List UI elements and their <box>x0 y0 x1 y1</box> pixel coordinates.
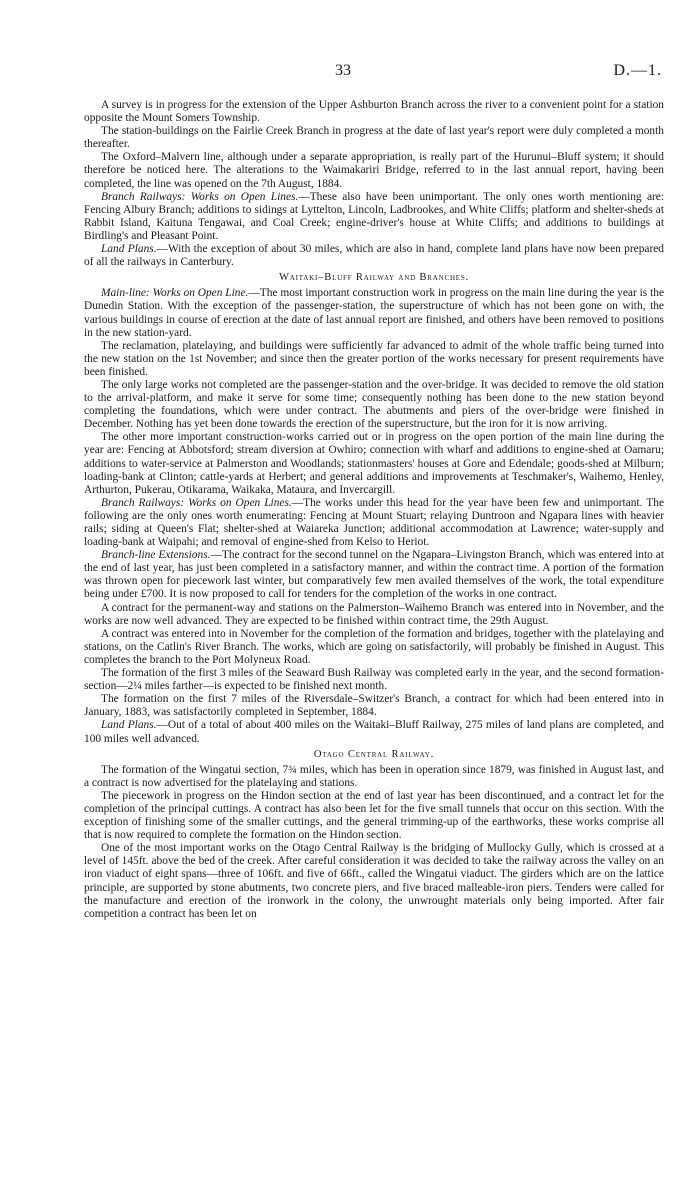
paragraph-lead: Branch-line Extensions. <box>101 549 211 562</box>
paragraph <box>84 125 664 151</box>
paragraph-text: —These also have been unimportant. The only ones worth mentioning are: Fencing Albury Branch; additions to sidings at Lyttelton, Lincoln, Ladbrookes, and White Cliffs; platform and shelter-sheds at Rabbit Island, Kaituna Tengawai, and Coal Creek; engine-driver's house at White Cliffs; and additions to buildings at Birdling's and Pleasant Point. <box>84 190 665 242</box>
paragraph-text: The station-buildings on the Fairlie Creek Branch in progress at the date of last year's report were duly completed a month thereafter. <box>84 125 664 151</box>
paragraph <box>84 764 664 790</box>
paragraph-text: —Out of a total of about 400 miles on the Waitaki–Bluff Railway, 275 miles of land plans are completed, and 100 miles well advanced. <box>84 719 664 745</box>
paragraph <box>84 287 664 339</box>
paragraph <box>84 628 664 667</box>
paragraph <box>84 719 664 745</box>
paragraph <box>84 243 664 269</box>
paragraph-text: A contract was entered into in November for the completion of the formation and bridges, together with the platelaying and stations, on the Catlin's River Branch. The works, which are going on satisfactorily, will probably be finished in August. This completes the branch to the Port Molyneux Road. <box>84 627 664 666</box>
paragraph <box>84 602 664 628</box>
paragraph <box>84 431 664 496</box>
paragraph-lead: Main-line: Works on Open Line. <box>101 287 249 300</box>
paragraph-text: The Oxford–Malvern line, although under a separate appropriation, is really part of the Hurunui–Bluff system; it should therefore be noticed here. The alterations to the Waimakariri Bridge, referred to in the last annual report, having been completed, the line was opened on the 7th August, 1884. <box>84 151 664 190</box>
paragraph <box>84 667 664 693</box>
section-canterbury <box>84 99 664 269</box>
paragraph-lead: Land Plans. <box>101 719 157 732</box>
section-heading: Otago Central Railway. <box>313 748 435 760</box>
section-heading: Waitaki–Bluff Railway and Branches. <box>278 272 470 284</box>
section-otago-central <box>84 748 664 921</box>
paragraph <box>84 693 664 719</box>
paragraph <box>84 549 664 601</box>
paragraph-text: The other more important construction-works carried out or in progress on the open portion of the main line during the year are: Fencing at Abbotsford; stream diversion at Owhiro; connection with wharf and additions to engine-shed at Oamaru; additions to water-service at Palmerston and Woodlands; stationmasters' houses at Gore and Edendale; goods-shed at Milburn; loading-bank at Clinton; cattle-yards at Herbert; and general additions and improvements at Teschmaker's, Waihemo, Henley, Arthurton, Pukerau, Otikarama, Waikaka, Mataura, and Invercargill. <box>84 431 664 496</box>
paragraph-text: —With the exception of about 30 miles, which are also in hand, complete land plans have now been prepared of all the railways in Canterbury. <box>84 243 664 269</box>
paragraph <box>84 497 664 549</box>
paragraph-text: —The contract for the second tunnel on the Ngapara–Livingston Branch, which was entered into at the end of last year, has just been completed in a satisfactory manner, and within the contract time. A portion of the formation was thrown open for piecework last winter, but comparatively few men availed themselves of the work, the total expenditure being under £700. It is now proposed to call for tenders for the completion of the works in one contract. <box>84 549 664 601</box>
section-waitaki-bluff <box>84 271 664 745</box>
paragraph <box>84 790 664 842</box>
paragraph <box>84 379 664 431</box>
paragraph-text: The formation of the Wingatui section, 7¾ miles, which has been in operation since 1879, was finished in August last, and a contract is now advertised for the platelaying and stations. <box>84 763 664 789</box>
paragraph-text: The formation of the first 3 miles of the Seaward Bush Railway was completed early in the year, and the second formation-section—2¼ miles farther—is expected to be finished next month. <box>84 667 664 693</box>
document-reference: D.—1. <box>613 62 662 79</box>
page-number: 33 <box>335 62 351 79</box>
paragraph-text: —The most important construction work in progress on the main line during the year is the Dunedin Station. With the exception of the passenger-station, the superstructure of which has not been gone on with, the various buildings in course of erection at the date of last annual report are finished, and others have been removed to positions in the new station-yard. <box>84 287 664 339</box>
paragraph-text: The reclamation, platelaying, and buildings were sufficiently far advanced to admit of the whole traffic being turned into the new station on the 1st November; and since then the greater portion of the works necessary for present requirements have been finished. <box>84 339 664 378</box>
paragraph <box>84 340 664 379</box>
paragraph-lead: Land Plans. <box>101 243 157 256</box>
paragraph-text: One of the most important works on the Otago Central Railway is the bridging of Mullocky Gully, which is crossed at a level of 145ft. above the bed of the creek. After careful consideration it was decided to take the railway across the valley on an iron viaduct of eight spans—three of 106ft. and five of 66ft., called the Wingatui viaduct. The girders which are on the lattice principle, are supported by stone abutments, two concrete piers, and five braced malleable-iron piers. Tenders were called for the manufacture and erection of the ironwork in the colony, the unwrought materials only being imported. After fair competition a contract has been let on <box>84 842 664 920</box>
paragraph <box>84 99 664 125</box>
paragraph <box>84 842 664 921</box>
paragraph-lead: Branch Railways: Works on Open Lines. <box>101 496 292 509</box>
paragraph-text: —The works under this head for the year have been few and unimportant. The following are the only ones worth enumerating: Fencing at Mount Stuart; relaying Duntroon and Ngapara lines with heavier rails; siding at Queen's Flat; shelter-shed at Waiareka Junction; additional accommodation at Lawrence; water-supply and loading-bank at Waipahi; and removal of engine-shed from Kelso to Heriot. <box>84 496 664 549</box>
paragraph-text: The piecework in progress on the Hindon section at the end of last year has been discontinued, and a contract let for the completion of the principal cuttings. A contract has also been let for the five small tunnels that occur on this section. With the exception of finishing some of the smaller cuttings, and the general trimming-up of the earthworks, these works comprise all that is now required to complete the formation on the Hindon section. <box>84 789 664 842</box>
paragraph-text: A survey is in progress for the extension of the Upper Ashburton Branch across the river to a convenient point for a station opposite the Mount Somers Township. <box>84 99 664 125</box>
paragraph-text: The only large works not completed are the passenger-station and the over-bridge. It was decided to remove the old station to the arrival-platform, and make it serve for some time; consequently nothing has been done to the new station beyond completing the foundations, which were under contract. The abutments and piers of the over-bridge were finished in December. Nothing has yet been done towards the erection of the superstructure, but the iron for it is now arriving. <box>84 378 664 431</box>
document-body <box>84 97 664 921</box>
paragraph <box>84 191 664 243</box>
page-header <box>0 64 700 82</box>
paragraph-text: The formation on the first 7 miles of the Riversdale–Switzer's Branch, a contract for which had been entered into in January, 1883, was satisfactorily completed in September, 1884. <box>84 693 664 719</box>
paragraph-lead: Branch Railways: Works on Open Lines. <box>101 190 299 203</box>
paragraph-text: A contract for the permanent-way and stations on the Palmerston–Waihemo Branch was entered into in November, and the works are now well advanced. They are expected to be finished within contract time, the 29th August. <box>84 601 664 627</box>
paragraph <box>84 151 664 190</box>
